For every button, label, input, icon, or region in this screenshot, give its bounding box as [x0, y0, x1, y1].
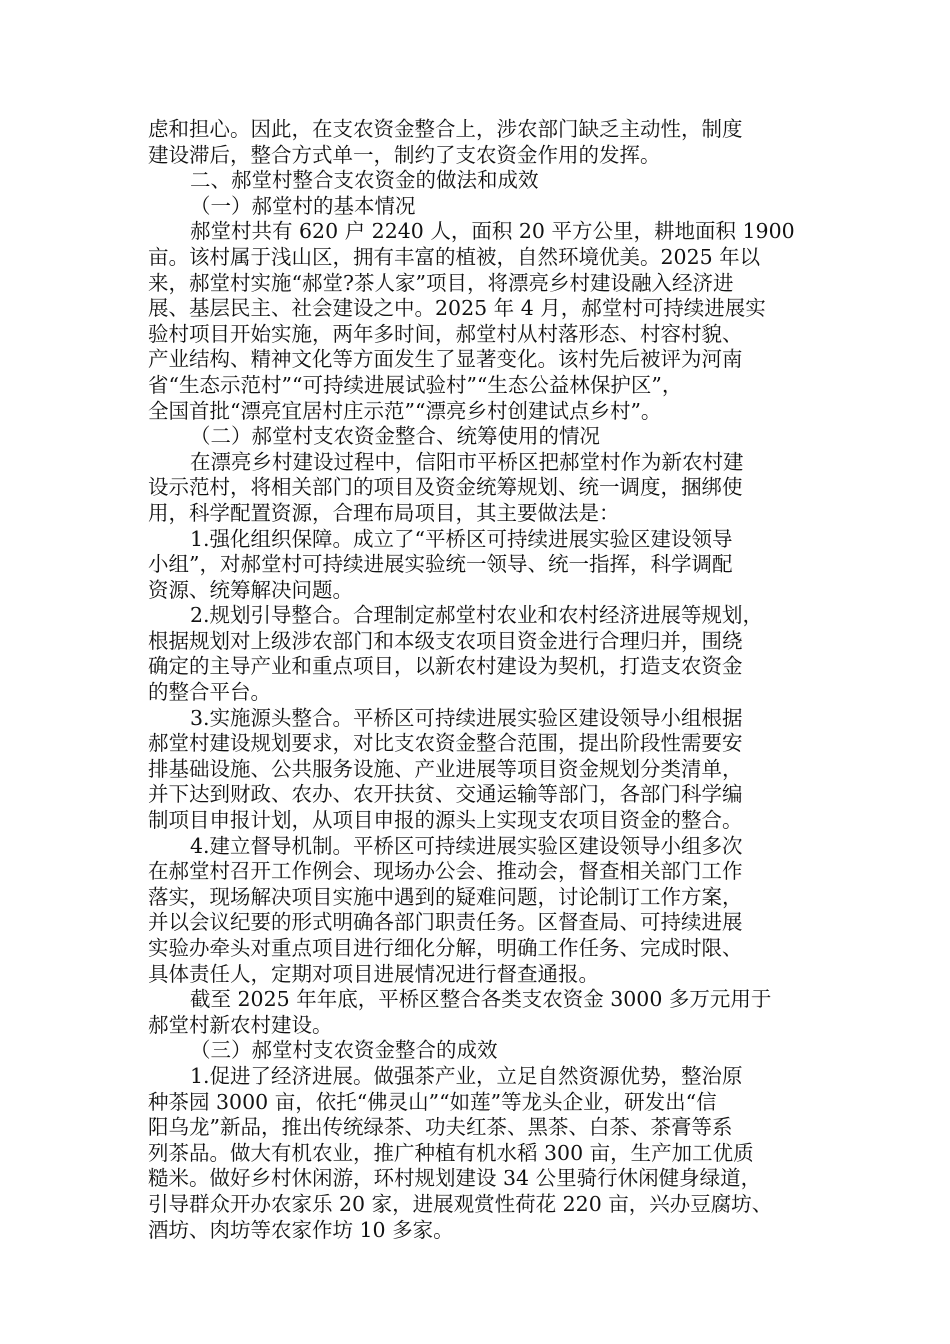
text-line: 虑和担心。因此，在支农资金整合上，涉农部门缺乏主动性，制度: [148, 117, 743, 141]
text-line: 用，科学配置资源，合理布局项目，其主要做法是：: [148, 500, 620, 525]
text-line: （三）郝堂村支农资金整合的成效: [190, 1038, 498, 1063]
text-line: 在郝堂村召开工作例会、现场办公会、推动会，督查相关部门工作: [148, 859, 743, 884]
text-line: 2.规划引导整合。合理制定郝堂村农业和农村经济进展等规划，: [190, 603, 764, 628]
text-line: 二、郝堂村整合支农资金的做法和成效: [190, 168, 539, 193]
text-line: 1.促进了经济进展。做强茶产业，立足自然资源优势，整治原: [190, 1063, 743, 1088]
text-line: 的整合平台。: [148, 680, 271, 705]
text-line: 根据规划对上级涉农部门和本级支农项目资金进行合理归并，围绕: [148, 628, 743, 653]
text-line: 种茶园 3000 亩，依托“佛灵山”“如莲”等龙头企业，研发出“信: [148, 1089, 717, 1114]
document-body: [148, 117, 803, 1243]
text-line: 列茶品。做大有机农业，推广种植有机水稻 300 亩，生产加工优质: [148, 1140, 754, 1165]
text-line: 郝堂村建设规划要求，对比支农资金整合范围，提出阶段性需要安: [148, 731, 743, 756]
text-line: 确定的主导产业和重点项目，以新农村建设为契机，打造支农资金: [148, 654, 743, 679]
text-line: 截至 2025 年年底，平桥区整合各类支农资金 3000 多万元用于: [190, 987, 772, 1012]
text-line: 全国首批“漂亮宜居村庄示范”“漂亮乡村创建试点乡村”。: [148, 398, 662, 423]
text-line: 在漂亮乡村建设过程中，信阳市平桥区把郝堂村作为新农村建: [190, 449, 744, 474]
text-line: 3.实施源头整合。平桥区可持续进展实验区建设领导小组根据: [190, 705, 743, 730]
text-line: 落实，现场解决项目实施中遇到的疑难问题，讨论制订工作方案，: [148, 884, 743, 909]
text-line: 制项目申报计划，从项目申报的源头上实现支农项目资金的整合。: [148, 808, 743, 833]
text-line: 糙米。做好乡村休闲游，环村规划建设 34 公里骑行休闲健身绿道，: [148, 1166, 762, 1191]
text-line: 省“生态示范村”“可持续进展试验村”“生态公益林保护区”，: [148, 372, 683, 397]
text-line: 小组”，对郝堂村可持续进展实验统一领导、统一指挥，科学调配: [148, 552, 733, 577]
text-line: 建设滞后，整合方式单一，制约了支农资金作用的发挥。: [148, 142, 661, 167]
text-line: 引导群众开办农家乐 20 家，进展观赏性荷花 220 亩，兴办豆腐坊、: [148, 1191, 773, 1216]
text-line: 4.建立督导机制。平桥区可持续进展实验区建设领导小组多次: [190, 833, 743, 858]
text-line: 实验办牵头对重点项目进行细化分解，明确工作任务、完成时限、: [148, 936, 743, 960]
text-line: 产业结构、精神文化等方面发生了显著变化。该村先后被评为河南: [148, 347, 743, 372]
text-line: 验村项目开始实施，两年多时间，郝堂村从村落形态、村容村貌、: [148, 321, 743, 346]
text-line: 具体责任人，定期对项目进展情况进行督查通报。: [148, 961, 599, 986]
text-line: 酒坊、肉坊等农家作坊 10 多家。: [148, 1217, 454, 1242]
text-line: 郝堂村新农村建设。: [148, 1012, 333, 1037]
text-line: 资源、统筹解决问题。: [148, 577, 353, 602]
text-line: 来，郝堂村实施“郝堂?茶人家”项目，将漂亮乡村建设融入经济进: [148, 270, 734, 295]
text-line: 并以会议纪要的形式明确各部门职责任务。区督查局、可持续进展: [148, 910, 743, 935]
text-line: （二）郝堂村支农资金整合、统筹使用的情况: [190, 424, 600, 449]
text-line: 排基础设施、公共服务设施、产业进展等项目资金规划分类清单，: [148, 756, 743, 781]
text-line: 郝堂村共有 620 户 2240 人，面积 20 平方公里，耕地面积 1900: [190, 219, 795, 244]
text-line: 展、基层民主、社会建设之中。2025 年 4 月，郝堂村可持续进展实: [148, 296, 766, 321]
text-line: 设示范村，将相关部门的项目及资金统筹规划、统一调度，捆绑使: [148, 475, 743, 500]
text-line: 亩。该村属于浅山区，拥有丰富的植被，自然环境优美。2025 年以: [148, 244, 761, 269]
text-line: 阳乌龙”新品，推出传统绿茶、功夫红茶、黑茶、白茶、茶膏等系: [148, 1115, 733, 1140]
text-line: （一）郝堂村的基本情况: [190, 193, 416, 218]
text-line: 并下达到财政、农办、农开扶贫、交通运输等部门，各部门科学编: [148, 782, 743, 807]
text-line: 1.强化组织保障。成立了“平桥区可持续进展实验区建设领导: [190, 526, 733, 551]
